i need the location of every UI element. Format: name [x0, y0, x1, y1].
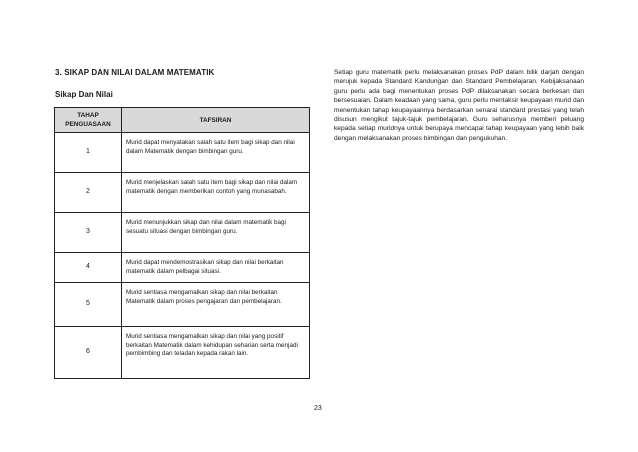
page-number: 23: [314, 405, 322, 412]
table-row: [55, 173, 310, 213]
level-cell: 4: [55, 253, 122, 283]
description-cell: Murid dapat mendemostrasikan sikap dan nilai berkaitan matematik dalam pelbagai situasi.: [122, 253, 310, 283]
table-row: [55, 327, 310, 379]
level-cell: 5: [55, 283, 122, 327]
description-cell: Murid sentiasa mengamalkan sikap dan nilai yang positif berkaitan Matematik dalam kehidupan seharian serta menjadi pembimbing dan teladan kepada rakan lain.: [122, 327, 310, 379]
table-row: [55, 253, 310, 283]
level-cell: 3: [55, 213, 122, 253]
body-paragraph: Setiap guru matematik perlu melaksanakan proses PdP dalam bilik darjah dengan merujuk kepada Standard Kandungan dan Standard Pembelajaran. Kebijaksanaan guru perlu ada bagi menentukan proses PdP dilaksanakan secara berkesan dan bersesuaian. Dalam keadaan yang sama, guru perlu mentaksir keupayaan murid dan menentukan tahap keupayaannya berdasarkan senarai standard prestasi yang telah disusun mengikut tajuk-tajuk pembelajaran. Guru seharusnya memberi peluang kepada setiap muridnya untuk berupaya mencapai tahap keupayaan yang lebih baik dengan melaksanakan proses bimbingan dan pengukuhan.: [334, 69, 584, 142]
description-cell: Murid dapat menyatakan salah satu item bagi sikap dan nilai dalam Matematik dengan bimbingan guru.: [122, 133, 310, 173]
mastery-level-table: [54, 107, 310, 379]
table-row: [55, 283, 310, 327]
description-cell: Murid menunjukkan sikap dan nilai dalam matematik bagi sesuatu situasi dengan bimbingan guru.: [122, 213, 310, 253]
section-subheading: Sikap Dan Nilai: [55, 90, 113, 99]
table-row: [55, 133, 310, 173]
description-cell: Murid sentiasa mengamalkan sikap dan nilai berkaitan Matematik dalam proses pengajaran dan pembelajaran.: [122, 283, 310, 327]
level-cell: 2: [55, 173, 122, 213]
section-heading: 3. SIKAP DAN NILAI DALAM MATEMATIK: [55, 68, 215, 77]
table-header-row: [55, 108, 310, 133]
header-level: TAHAP PENGUASAAN: [55, 108, 122, 133]
description-cell: Murid menjelaskan salah satu item bagi sikap dan nilai dalam matematik dengan memberikan contoh yang munasabah.: [122, 173, 310, 213]
level-cell: 6: [55, 327, 122, 379]
header-description: TAFSIRAN: [122, 108, 310, 133]
table-row: [55, 213, 310, 253]
level-cell: 1: [55, 133, 122, 173]
